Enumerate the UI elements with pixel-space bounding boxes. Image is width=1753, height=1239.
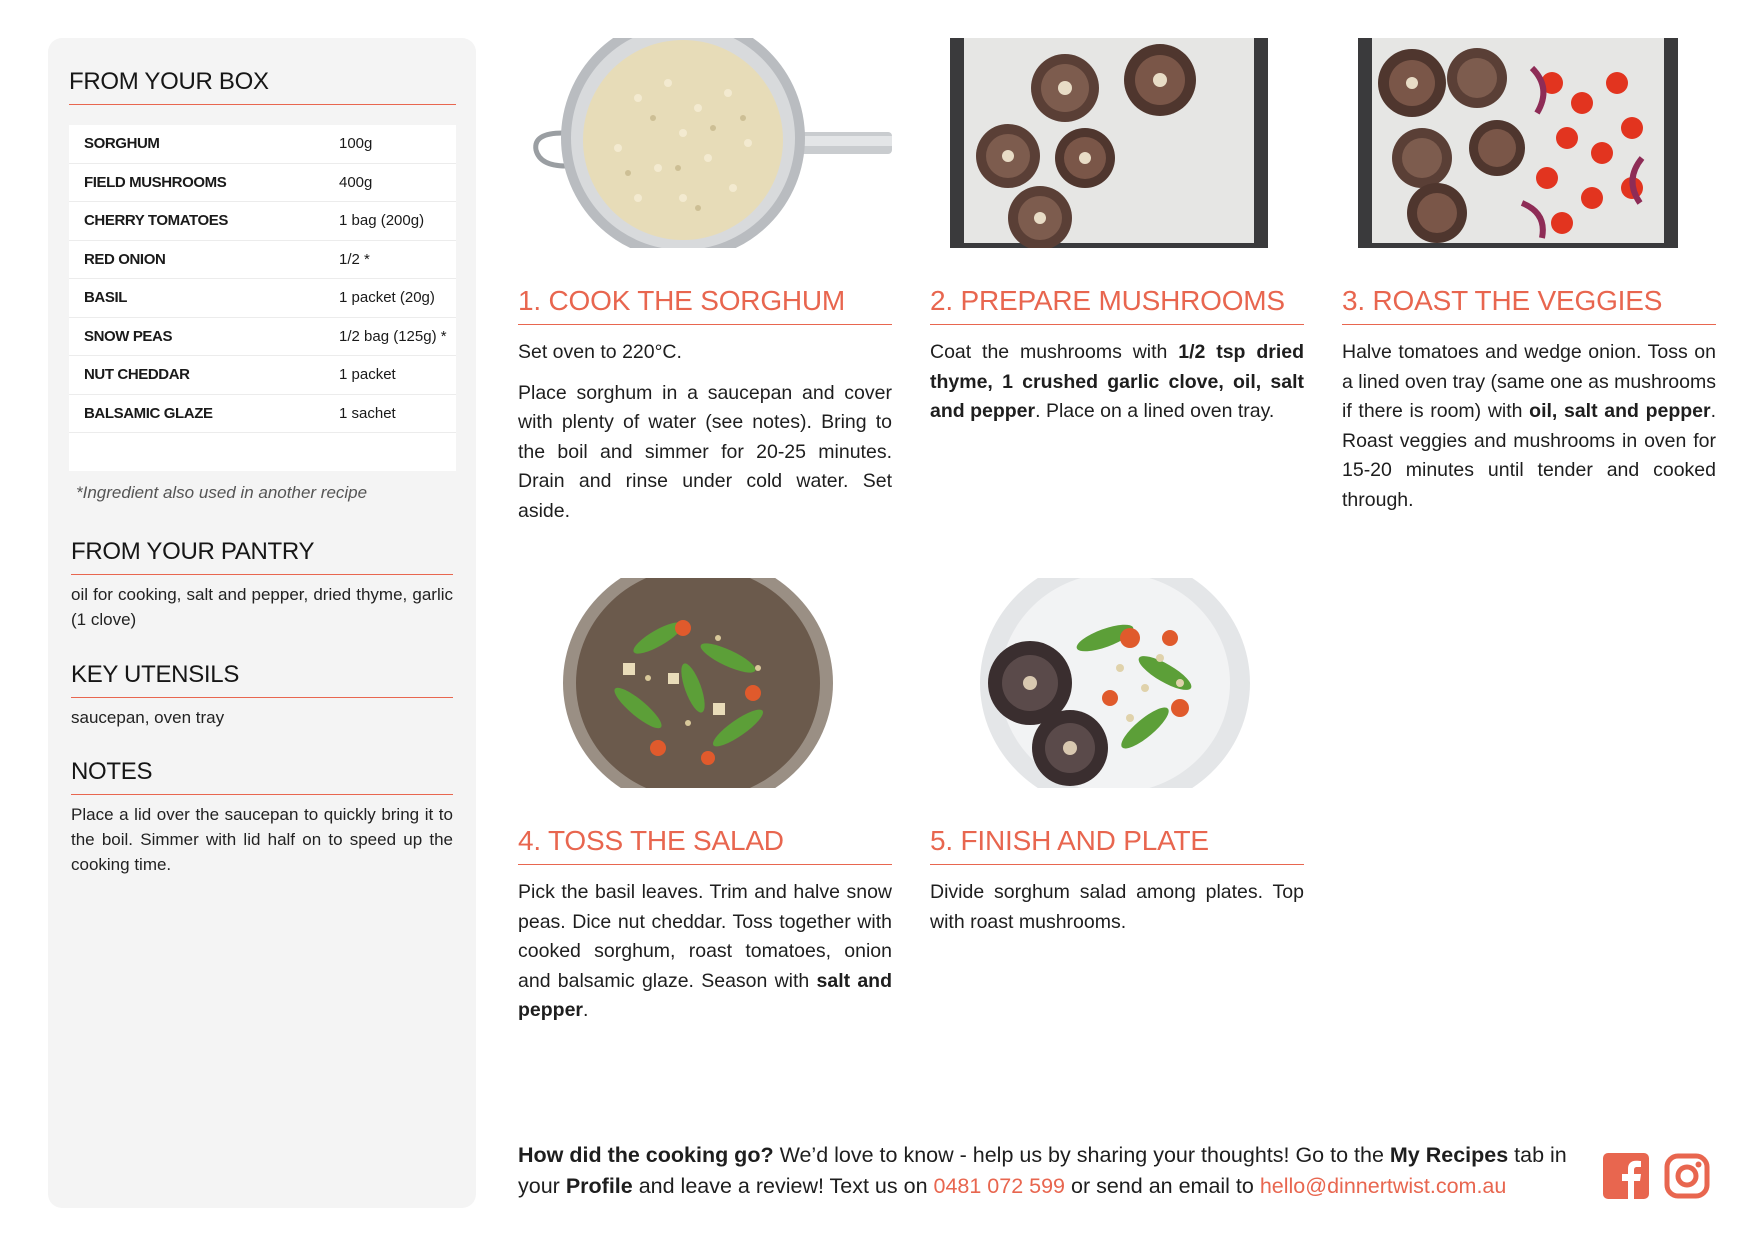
step-5-title: 5. FINISH AND PLATE — [930, 825, 1304, 865]
step-text: Set oven to 220°C. — [518, 341, 682, 363]
ingredient-name: BASIL — [84, 289, 128, 307]
ingredient-name: RED ONION — [84, 250, 166, 268]
mushrooms-on-tray-photo — [930, 38, 1304, 248]
ingredient-qty: 1/2 * — [339, 250, 370, 268]
ingredient-qty: 1 sachet — [339, 404, 396, 422]
step-5-body — [930, 878, 1304, 937]
step-paragraph — [518, 379, 892, 527]
step-1-title: 1. COOK THE SORGHUM — [518, 285, 892, 325]
pantry-text: oil for cooking, salt and pepper, dried thyme, garlic (1 clove) — [71, 585, 453, 629]
feedback-footer — [518, 1140, 1578, 1202]
ingredient-row-empty — [69, 433, 456, 471]
from-your-box-heading: FROM YOUR BOX — [69, 68, 456, 105]
ingredient-name: NUT CHEDDAR — [84, 366, 190, 384]
step-text: . — [583, 999, 589, 1021]
ingredient-name: SNOW PEAS — [84, 327, 173, 345]
step-text: . Place on a lined oven tray. — [1035, 400, 1275, 422]
ingredient-row — [69, 125, 456, 164]
notes-text: Place a lid over the saucepan to quickly bring it to the boil. Simmer with lid half on to speed up the cooking time. — [71, 805, 453, 874]
ingredient-name: CHERRY TOMATOES — [84, 212, 229, 230]
ingredient-name: BALSAMIC GLAZE — [84, 404, 213, 422]
from-your-pantry-heading: FROM YOUR PANTRY — [71, 538, 453, 575]
ingredient-qty: 1 packet (20g) — [339, 289, 435, 307]
ingredient-qty: 100g — [339, 135, 373, 153]
utensils-text: saucepan, oven tray — [71, 708, 225, 727]
step-text: Place sorghum in a saucepan and cover with plenty of water (see notes). Bring to the boil and simmer for 20-25 minutes. Drain and rinse under cold water. Set aside. — [518, 381, 892, 522]
notes-heading: NOTES — [71, 758, 453, 795]
step-text: . Roast veggies and mushrooms in oven for 15-20 minutes until tender and cooked through. — [1342, 400, 1717, 511]
step-paragraph — [518, 338, 892, 368]
ingredient-name: SORGHUM — [84, 135, 160, 153]
feedback-question: How did the cooking go? — [518, 1143, 774, 1167]
ingredient-row — [69, 395, 456, 434]
step-4-body — [518, 878, 892, 1026]
profile-link[interactable]: Profile — [565, 1174, 633, 1198]
sorghum-in-colander-photo — [518, 38, 892, 248]
step-paragraph — [518, 878, 892, 1026]
mushrooms-tomatoes-onion-tray-photo — [1342, 38, 1716, 248]
ingredient-row — [69, 279, 456, 318]
step-text: Pick the basil leaves. Trim and halve snow peas. Dice nut cheddar. Toss together with cooked sorghum, roast tomatoes, onion and balsamic glaze. Season with — [518, 881, 892, 992]
ingredient-row — [69, 356, 456, 395]
facebook-icon[interactable] — [1603, 1153, 1649, 1199]
step-2-title: 2. PREPARE MUSHROOMS — [930, 285, 1304, 325]
step-2-body — [930, 338, 1304, 427]
ingredient-row — [69, 164, 456, 203]
step-paragraph — [1342, 338, 1716, 515]
ingredient-row — [69, 318, 456, 357]
email-link[interactable]: hello@dinnertwist.com.au — [1259, 1174, 1507, 1198]
feedback-text-2: tab in your — [518, 1143, 1567, 1198]
ingredient-footnote: *Ingredient also used in another recipe — [76, 483, 368, 502]
ingredient-qty: 1 packet — [339, 366, 396, 384]
feedback-text-1: We’d love to know - help us by sharing your thoughts! Go to the — [773, 1143, 1390, 1167]
phone-link[interactable]: 0481 072 599 — [933, 1174, 1066, 1198]
step-paragraph — [930, 338, 1304, 427]
step-1-body — [518, 338, 892, 526]
step-paragraph — [930, 878, 1304, 937]
feedback-text-3: and leave a review! Text us on — [632, 1174, 934, 1198]
step-text: Halve tomatoes and wedge onion. Toss on a lined oven tray (same one as mushrooms if there is room) with — [1342, 341, 1716, 422]
step-text-bold: oil, salt and pepper — [1529, 400, 1711, 422]
ingredient-name: FIELD MUSHROOMS — [84, 173, 227, 191]
step-text: Coat the mushrooms with — [930, 341, 1179, 363]
step-text-bold: 1/2 tsp dried thyme, 1 crushed garlic clove, oil, salt and pepper — [930, 341, 1304, 422]
plated-salad-photo — [930, 578, 1304, 788]
ingredient-qty: 1/2 bag (125g) * — [339, 327, 447, 345]
ingredient-qty: 400g — [339, 173, 373, 191]
salad-in-bowl-photo — [518, 578, 892, 788]
ingredients-table — [69, 125, 456, 471]
my-recipes-link[interactable]: My Recipes — [1389, 1143, 1509, 1167]
sidebar-panel — [48, 38, 476, 1208]
step-4-title: 4. TOSS THE SALAD — [518, 825, 892, 865]
step-text-bold: salt and pepper — [518, 969, 893, 1021]
step-3-body — [1342, 338, 1716, 515]
step-3-title: 3. ROAST THE VEGGIES — [1342, 285, 1716, 325]
feedback-text-4: or send an email to — [1065, 1174, 1260, 1198]
instagram-icon[interactable] — [1664, 1153, 1710, 1199]
key-utensils-heading: KEY UTENSILS — [71, 661, 453, 698]
ingredient-row — [69, 241, 456, 280]
ingredient-row — [69, 202, 456, 241]
ingredient-qty: 1 bag (200g) — [339, 212, 425, 230]
step-text: Divide sorghum salad among plates. Top with roast mushrooms. — [930, 881, 1304, 933]
